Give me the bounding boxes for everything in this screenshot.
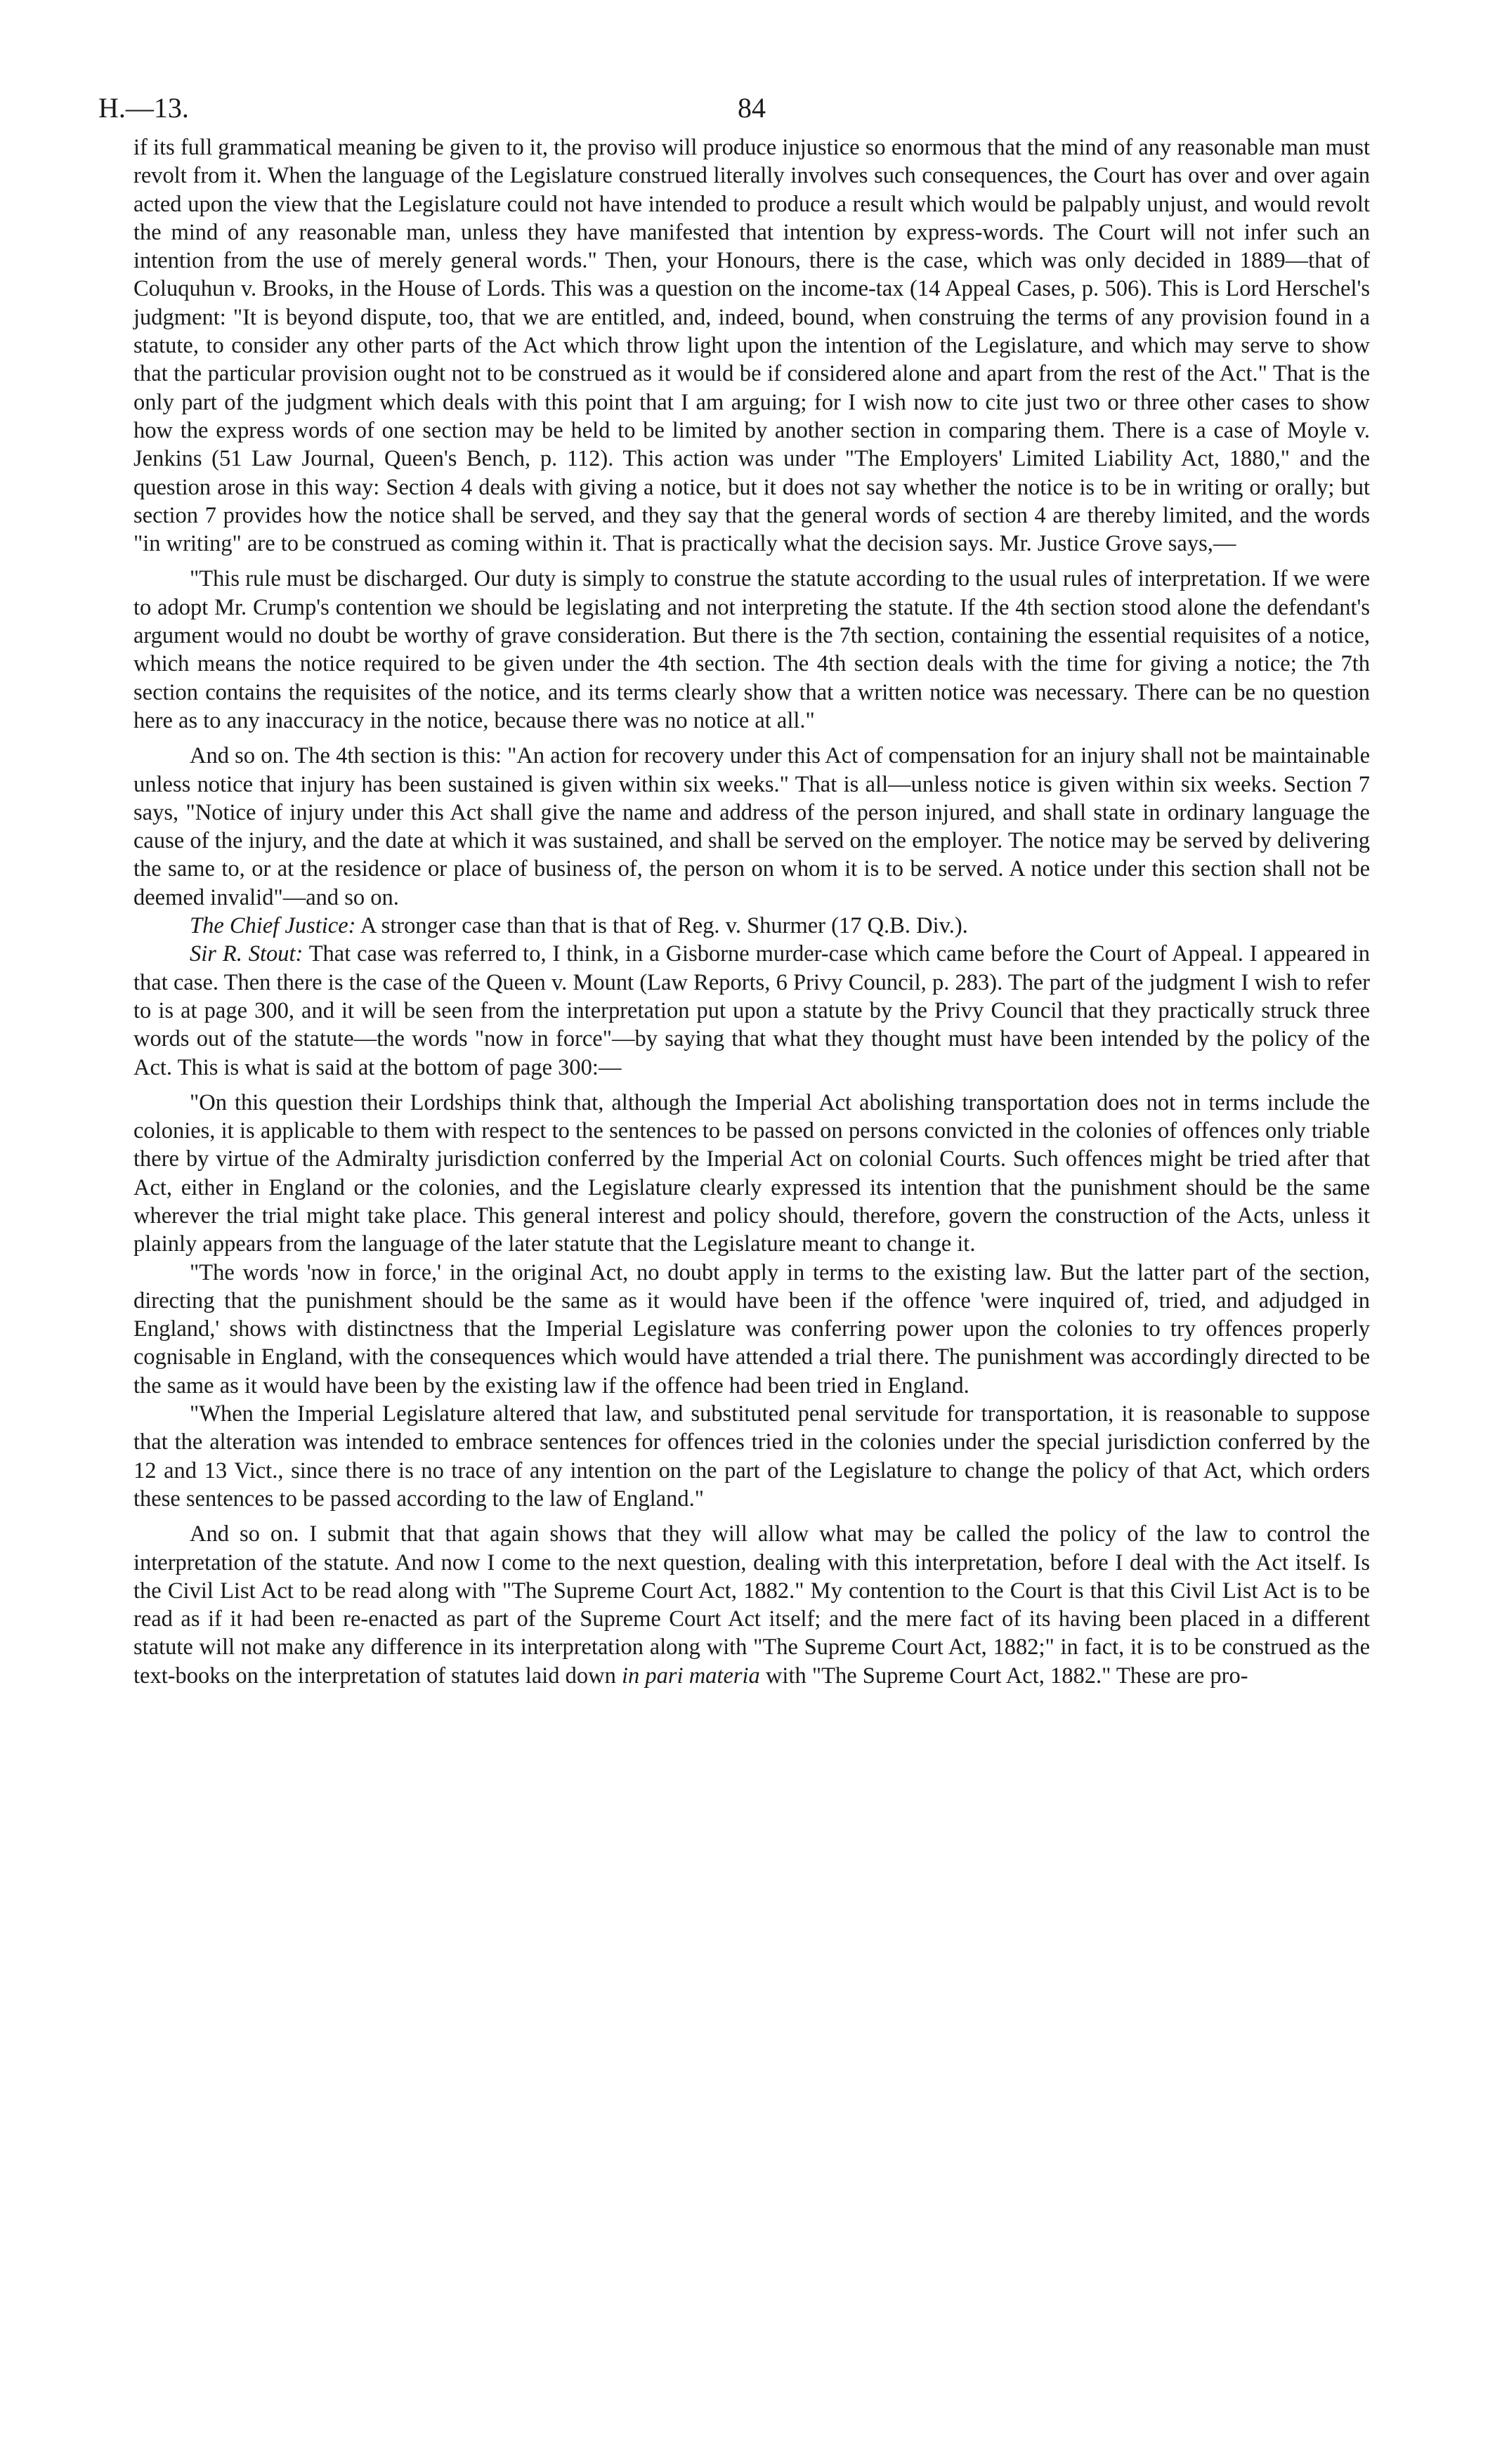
- speaker-name: The Chief Justice:: [190, 913, 356, 939]
- speech-text: A stronger case than that is that of Reg. v. Shurmer (17 Q.B. Div.).: [360, 913, 968, 939]
- document-page: [98, 84, 1370, 1690]
- closing-text-end: with "The Supreme Court Act, 1882." These are pro-: [765, 1663, 1248, 1689]
- quotation-privy-council-2: "The words 'now in force,' in the original Act, no doubt apply in terms to the existing law. But the latter part of the section, directing that the punishment should be the same as it would have been if the offence 'were inquired of, tried, and adjudged in England,' shows with distinctness that the Imperial Legislature was conferring power upon the colonies to try offences properly cognisable in England, with the consequences which would have attended a trial there. The punishment was accordingly directed to be the same as it would have been by the existing law if the offence had been tried in England.: [133, 1259, 1370, 1398]
- document-body: [133, 133, 1370, 1690]
- closing-text: And so on. I submit that that again shows that they will allow what may be called the policy of the law to control the interpretation of the statute. And now I come to the next question, dealing with this interpretation, before I deal with the Act itself. Is the Civil List Act to be read along with "The Supreme Court Act, 1882." My contention to the Court is that this Civil List Act is to be read as if it had been re-enacted as part of the Supreme Court Act itself; and the mere fact of its having been placed in a different statute will not make any difference in its interpretation along with "The Supreme Court Act, 1882;" in fact, it is to be construed as the text-books on the interpretation of statutes laid down: [133, 1521, 1370, 1689]
- speech-text: That case was referred to, I think, in a Gisborne murder-case which came before the Court of Appeal. I appeared in that case. Then there is the case of the Queen v. Mount (Law Reports, 6 Privy Council, p. 283). The part of the judgment I wish to refer to is at page 300, and it will be seen from the interpretation put upon a statute by the Privy Council that they practically struck three words out of the statute—the words "now in force"—by saying that what they thought must have been intended by the policy of the Act. This is what is said at the bottom of page 300:—: [133, 941, 1370, 1080]
- quotation-privy-council-3: "When the Imperial Legislature altered that law, and substituted penal servitude for transportation, it is reasonable to suppose that the alteration was intended to embrace sentences for offences tried in the colonies under the special jurisdiction conferred by the 12 and 13 Vict., since there is no trace of any intention on the part of the Legislature to change the policy of that Act, which orders these sentences to be passed according to the law of England.": [133, 1401, 1370, 1512]
- page-number: 84: [738, 92, 766, 124]
- paragraph-continued: if its full grammatical meaning be given to it, the proviso will produce injustice so enormous that the mind of any reasonable man must revolt from it. When the language of the Legislature construed literally involves such consequences, the Court has over and over again acted upon the view that the Legislature could not have intended to produce a result which would be palpably unjust, and would revolt the mind of any reasonable man, unless they have manifested that intention by express-words. The Court will not infer such an intention from the use of merely general words." Then, your Honours, there is the case, which was only decided in 1889—that of Coluquhun v. Brooks, in the House of Lords. This was a question on the income-tax (14 Appeal Cases, p. 506). This is Lord Herschel's judgment: "It is beyond dispute, too, that we are entitled, and, indeed, bound, when construing the terms of any provision found in a statute, to consider any other parts of the Act which throw light upon the intention of the Legislature, and which may serve to show that the particular provision ought not to be construed as it would be if considered alone and apart from the rest of the Act." That is the only part of the judgment which deals with this point that I am arguing; for I wish now to cite just two or three other cases to show how the express words of one section may be held to be limited by another section in comparing them. There is a case of Moyle v. Jenkins (51 Law Journal, Queen's Bench, p. 112). This action was under "The Employers' Limited Liability Act, 1880," and the question arose in this way: Section 4 deals with giving a notice, but it does not say whether the notice is to be in writing or orally; but section 7 provides how the notice shall be served, and they say that the general words of section 4 are thereby limited, and the words "in writing" are to be construed as coming within it. That is practically what the decision says. Mr. Justice Grove says,—: [133, 135, 1370, 557]
- paragraph-closing: [133, 1520, 1370, 1690]
- speaker-name: Sir R. Stout:: [190, 941, 303, 967]
- quotation-privy-council-1: "On this question their Lordships think that, although the Imperial Act abolishing transportation does not in terms include the colonies, it is applicable to them with respect to the sentences to be passed on persons convicted in the colonies of offences only triable there by virtue of the Admiralty jurisdiction conferred by the Imperial Act on colonial Courts. Such offences might be tried after that Act, either in England or the colonies, and the Legislature clearly expressed its intention that the punishment should be the same wherever the trial might take place. This general interest and policy should, therefore, govern the construction of the Acts, unless it plainly appears from the language of the later statute that the Legislature meant to change it.: [133, 1089, 1370, 1257]
- quotation-grove: "This rule must be discharged. Our duty is simply to construe the statute according to the usual rules of interpretation. If we were to adopt Mr. Crump's contention we should be legislating and not interpreting the statute. If the 4th section stood alone the defendant's argument would no doubt be worthy of grave consideration. But there is the 7th section, containing the essential requisites of a notice, which means the notice required to be given under the 4th section. The 4th section deals with the time for giving a notice; the 7th section contains the requisites of the notice, and its terms clearly show that a written notice was necessary. There can be no question here as to any inaccuracy in the notice, because there was no notice at all.": [133, 566, 1370, 733]
- page-header: [98, 84, 1370, 133]
- document-reference: H.—13.: [98, 92, 189, 124]
- speaker-stout-paragraph: [133, 940, 1370, 1081]
- latin-phrase: in pari materia: [622, 1663, 760, 1689]
- paragraph-sections: And so on. The 4th section is this: "An action for recovery under this Act of compensation for an injury shall not be maintainable unless notice that injury has been sustained is given within six weeks." That is all—unless notice is given within six weeks. Section 7 says, "Notice of injury under this Act shall give the name and address of the person injured, and shall state in ordinary language the cause of the injury, and the date at which it was sustained, and shall be served on the employer. The notice may be served by delivering the same to, or at the residence or place of business of, the person on whom it is to be served. A notice under this section shall not be deemed invalid"—and so on.: [133, 743, 1370, 910]
- speaker-chief-justice-paragraph: [133, 912, 1370, 940]
